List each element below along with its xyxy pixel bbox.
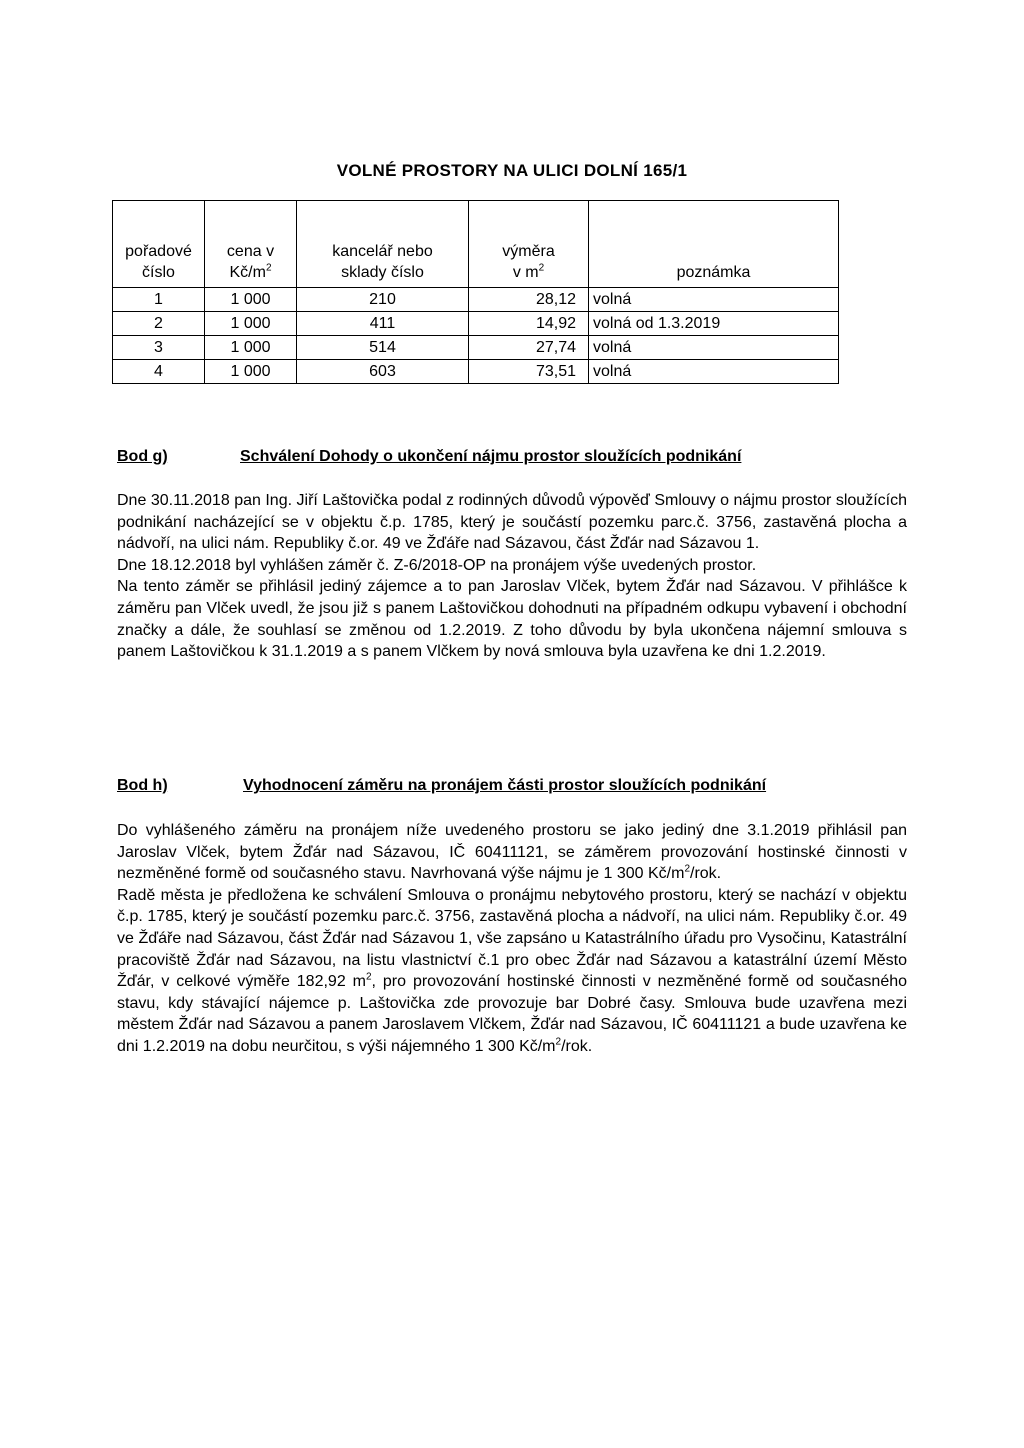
- cell-order: 4: [113, 360, 205, 384]
- section-g-heading: Schválení Dohody o ukončení nájmu prostor sloužících podnikání: [240, 448, 742, 465]
- section-h-heading: Vyhodnocení záměru na pronájem části prostor sloužících podnikání: [243, 777, 767, 794]
- cell-price: 1 000: [205, 288, 297, 312]
- page-title: VOLNÉ PROSTORY NA ULICI DOLNÍ 165/1: [336, 161, 688, 180]
- table-row: [113, 312, 839, 336]
- cell-area: 27,74: [469, 336, 589, 360]
- section-h-paragraph-1: Do vyhlášeného záměru na pronájem níže uvedeného prostoru se jako jediný dne 3.1.2019 přihlásil pan Jaroslav Vlček, bytem Žďár nad Sázavou, IČ 60411121, se záměrem provozování hostinské činnosti v nezměněné formě od současného stavu. Navrhovaná výše nájmu je 1 300 $Kč/m^2$/rok.: [117, 822, 907, 883]
- section-g-paragraph: Dne 30.11.2018 pan Ing. Jiří Laštovička podal z rodinných důvodů výpověď Smlouvy o nájmu prostor sloužících podnikání nacházející se v objektu č.p. 1785, který je součástí pozemku parc.č. 3756, zastavěná plocha a nádvoří, na ulici nám. Republiky č.or. 49 ve Žďáře nad Sázavou, část Žďár nad Sázavou 1.: [117, 492, 907, 553]
- header-office: kancelář nebo sklady číslo: [297, 201, 469, 288]
- cell-room: 514: [297, 336, 469, 360]
- section-h-paragraph-2: Radě města je předložena ke schválení Smlouva o pronájmu nebytového prostoru, který se nachází v objektu č.p. 1785, který je součástí pozemku parc.č. 3756, zastavěná plocha a nádvoří, na ulici nám. Republiky č.or. 49 ve Žďáře nad Sázavou, část Žďár nad Sázavou 1, vše zapsáno u Katastrálního úřadu pro Vysočinu, Katastrální pracoviště Žďár nad Sázavou, na listu vlastnictví č.1 pro obec Žďár nad Sázavou a katastrální území Město Žďár, v celkové výměře 182,92 $m^2$, pro provozování hostinské činnosti v nezměněné formě od současného stavu, kdy stávající nájemce p. Laštovička zde provozuje bar Dobré časy. Smlouva bude uzavřena mezi městem Žďár nad Sázavou a panem Jaroslavem Vlčkem, Žďár nad Sázavou, IČ 60411121 a bude uzavřena ke dni 1.2.2019 na dobu neurčitou, s výši nájemného 1 300 $Kč/m^2$/rok.: [117, 886, 908, 1055]
- cell-note: volná od 1.3.2019: [589, 312, 839, 336]
- cell-area: 14,92: [469, 312, 589, 336]
- table-row: [113, 288, 839, 312]
- header-note: poznámka: [589, 201, 839, 288]
- section-g-paragraph: Na tento záměr se přihlásil jediný zájemce a to pan Jaroslav Vlček, bytem Žďár nad Sázavou. V přihlášce k záměru pan Vlček uvedl, že jsou již s panem Laštovičkou dohodnuti na případném odkupu vybavení i obchodní značky a dále, že souhlasí se změnou od 1.2.2019. Z toho důvodu by byla ukončena nájemní smlouva s panem Laštovičkou k 31.1.2019 a s panem Vlčkem by nová smlouva byla uzavřena ke dni 1.2.2019.: [117, 578, 907, 661]
- section-h-body: [117, 820, 907, 1058]
- cell-note: volná: [589, 288, 839, 312]
- cell-area: 28,12: [469, 288, 589, 312]
- cell-order: 3: [113, 336, 205, 360]
- cell-price: 1 000: [205, 312, 297, 336]
- cell-area: 73,51: [469, 360, 589, 384]
- header-area: výměra v $m^2$: [469, 201, 589, 288]
- table-row: [113, 336, 839, 360]
- section-g-paragraph: Dne 18.12.2018 byl vyhlášen záměr č. Z-6/2018-OP na pronájem výše uvedených prostor.: [117, 556, 757, 574]
- cell-room: 210: [297, 288, 469, 312]
- free-spaces-table: [112, 200, 839, 384]
- cell-room: 411: [297, 312, 469, 336]
- header-order: pořadové číslo: [113, 201, 205, 288]
- cell-order: 1: [113, 288, 205, 312]
- cell-price: 1 000: [205, 360, 297, 384]
- cell-note: volná: [589, 336, 839, 360]
- header-price: cena v $Kč/m^2$: [205, 201, 297, 288]
- cell-note: volná: [589, 360, 839, 384]
- table-header-row: [113, 201, 839, 288]
- cell-order: 2: [113, 312, 205, 336]
- table-row: [113, 360, 839, 384]
- cell-room: 603: [297, 360, 469, 384]
- cell-price: 1 000: [205, 336, 297, 360]
- section-g-body: [117, 490, 907, 663]
- section-h-label: Bod h): [117, 777, 168, 794]
- section-g-label: Bod g): [117, 448, 168, 465]
